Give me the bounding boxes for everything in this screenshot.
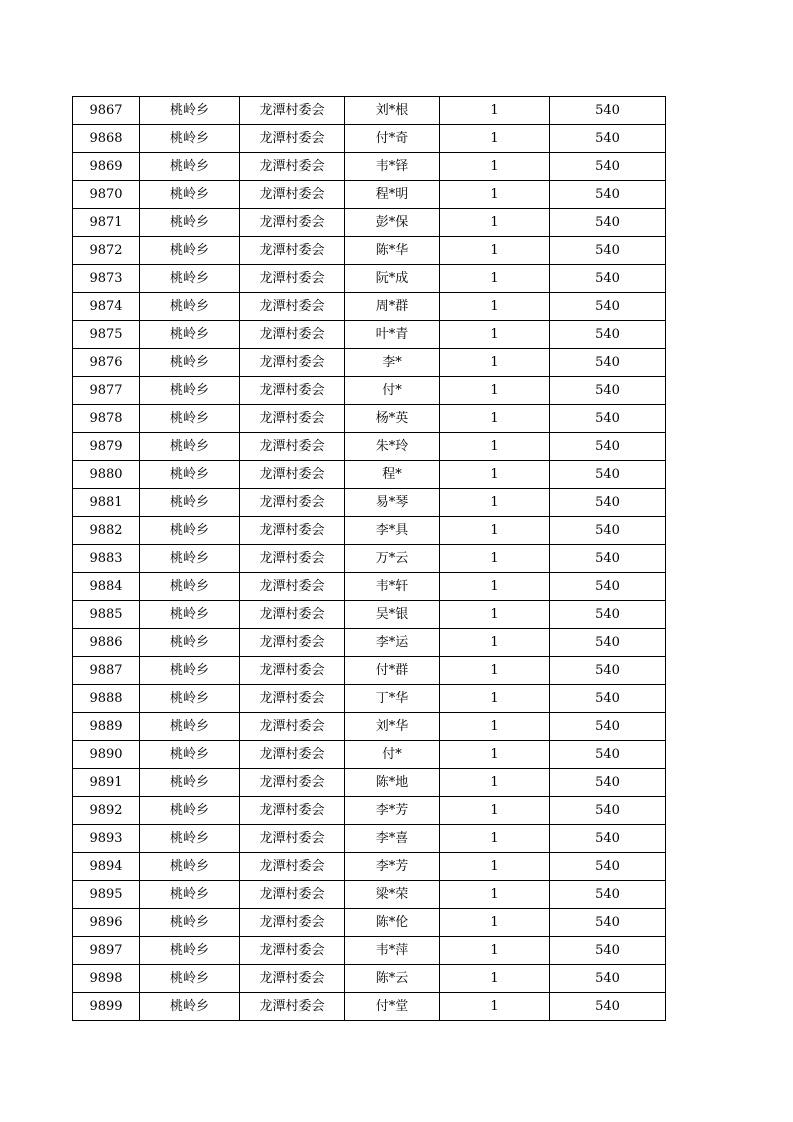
count-cell: 1	[440, 97, 550, 125]
table-row	[73, 181, 666, 209]
seq-cell: 9890	[73, 741, 140, 769]
village-cell: 龙潭村委会	[240, 125, 345, 153]
seq-cell: 9872	[73, 237, 140, 265]
village-cell: 龙潭村委会	[240, 713, 345, 741]
count-cell: 1	[440, 181, 550, 209]
name-cell: 易*琴	[345, 489, 440, 517]
village-cell: 龙潭村委会	[240, 741, 345, 769]
table-row	[73, 209, 666, 237]
amount-cell: 540	[550, 293, 666, 321]
amount-cell: 540	[550, 97, 666, 125]
table-row	[73, 685, 666, 713]
seq-cell: 9892	[73, 797, 140, 825]
name-cell: 杨*英	[345, 405, 440, 433]
name-cell: 李*运	[345, 629, 440, 657]
amount-cell: 540	[550, 265, 666, 293]
name-cell: 刘*华	[345, 713, 440, 741]
name-cell: 梁*荣	[345, 881, 440, 909]
town-cell: 桃岭乡	[140, 937, 240, 965]
count-cell: 1	[440, 769, 550, 797]
seq-cell: 9883	[73, 545, 140, 573]
seq-cell: 9868	[73, 125, 140, 153]
count-cell: 1	[440, 685, 550, 713]
name-cell: 刘*根	[345, 97, 440, 125]
village-cell: 龙潭村委会	[240, 265, 345, 293]
town-cell: 桃岭乡	[140, 293, 240, 321]
name-cell: 韦*萍	[345, 937, 440, 965]
name-cell: 李*芳	[345, 797, 440, 825]
town-cell: 桃岭乡	[140, 153, 240, 181]
name-cell: 韦*铎	[345, 153, 440, 181]
name-cell: 付*	[345, 741, 440, 769]
count-cell: 1	[440, 237, 550, 265]
table-row	[73, 125, 666, 153]
amount-cell: 540	[550, 741, 666, 769]
town-cell: 桃岭乡	[140, 713, 240, 741]
seq-cell: 9879	[73, 433, 140, 461]
amount-cell: 540	[550, 825, 666, 853]
town-cell: 桃岭乡	[140, 741, 240, 769]
village-cell: 龙潭村委会	[240, 377, 345, 405]
table-row	[73, 769, 666, 797]
seq-cell: 9891	[73, 769, 140, 797]
count-cell: 1	[440, 545, 550, 573]
seq-cell: 9875	[73, 321, 140, 349]
village-cell: 龙潭村委会	[240, 825, 345, 853]
table-row	[73, 545, 666, 573]
amount-cell: 540	[550, 629, 666, 657]
town-cell: 桃岭乡	[140, 517, 240, 545]
name-cell: 陈*地	[345, 769, 440, 797]
count-cell: 1	[440, 321, 550, 349]
table-row	[73, 881, 666, 909]
name-cell: 陈*伦	[345, 909, 440, 937]
village-cell: 龙潭村委会	[240, 209, 345, 237]
village-cell: 龙潭村委会	[240, 853, 345, 881]
name-cell: 丁*华	[345, 685, 440, 713]
village-cell: 龙潭村委会	[240, 965, 345, 993]
table-row	[73, 265, 666, 293]
count-cell: 1	[440, 461, 550, 489]
table-row	[73, 237, 666, 265]
village-cell: 龙潭村委会	[240, 97, 345, 125]
amount-cell: 540	[550, 685, 666, 713]
village-cell: 龙潭村委会	[240, 321, 345, 349]
amount-cell: 540	[550, 321, 666, 349]
village-cell: 龙潭村委会	[240, 153, 345, 181]
village-cell: 龙潭村委会	[240, 657, 345, 685]
seq-cell: 9897	[73, 937, 140, 965]
seq-cell: 9881	[73, 489, 140, 517]
seq-cell: 9893	[73, 825, 140, 853]
seq-cell: 9888	[73, 685, 140, 713]
count-cell: 1	[440, 909, 550, 937]
count-cell: 1	[440, 965, 550, 993]
table-row	[73, 349, 666, 377]
amount-cell: 540	[550, 909, 666, 937]
name-cell: 付*	[345, 377, 440, 405]
count-cell: 1	[440, 377, 550, 405]
name-cell: 李*芳	[345, 853, 440, 881]
count-cell: 1	[440, 825, 550, 853]
town-cell: 桃岭乡	[140, 265, 240, 293]
count-cell: 1	[440, 265, 550, 293]
count-cell: 1	[440, 937, 550, 965]
town-cell: 桃岭乡	[140, 237, 240, 265]
name-cell: 叶*青	[345, 321, 440, 349]
village-cell: 龙潭村委会	[240, 517, 345, 545]
seq-cell: 9889	[73, 713, 140, 741]
name-cell: 阮*成	[345, 265, 440, 293]
amount-cell: 540	[550, 657, 666, 685]
amount-cell: 540	[550, 937, 666, 965]
town-cell: 桃岭乡	[140, 97, 240, 125]
town-cell: 桃岭乡	[140, 545, 240, 573]
town-cell: 桃岭乡	[140, 125, 240, 153]
amount-cell: 540	[550, 545, 666, 573]
town-cell: 桃岭乡	[140, 349, 240, 377]
name-cell: 付*堂	[345, 993, 440, 1021]
count-cell: 1	[440, 125, 550, 153]
seq-cell: 9882	[73, 517, 140, 545]
town-cell: 桃岭乡	[140, 377, 240, 405]
count-cell: 1	[440, 629, 550, 657]
name-cell: 李*具	[345, 517, 440, 545]
count-cell: 1	[440, 517, 550, 545]
town-cell: 桃岭乡	[140, 601, 240, 629]
amount-cell: 540	[550, 349, 666, 377]
name-cell: 陈*华	[345, 237, 440, 265]
seq-cell: 9898	[73, 965, 140, 993]
name-cell: 周*群	[345, 293, 440, 321]
count-cell: 1	[440, 853, 550, 881]
table-row	[73, 713, 666, 741]
seq-cell: 9867	[73, 97, 140, 125]
amount-cell: 540	[550, 713, 666, 741]
town-cell: 桃岭乡	[140, 657, 240, 685]
table-row	[73, 321, 666, 349]
amount-cell: 540	[550, 573, 666, 601]
amount-cell: 540	[550, 489, 666, 517]
amount-cell: 540	[550, 461, 666, 489]
seq-cell: 9877	[73, 377, 140, 405]
count-cell: 1	[440, 741, 550, 769]
name-cell: 彭*保	[345, 209, 440, 237]
amount-cell: 540	[550, 377, 666, 405]
town-cell: 桃岭乡	[140, 965, 240, 993]
seq-cell: 9880	[73, 461, 140, 489]
village-cell: 龙潭村委会	[240, 433, 345, 461]
name-cell: 陈*云	[345, 965, 440, 993]
village-cell: 龙潭村委会	[240, 573, 345, 601]
amount-cell: 540	[550, 181, 666, 209]
table-row	[73, 993, 666, 1021]
seq-cell: 9869	[73, 153, 140, 181]
town-cell: 桃岭乡	[140, 433, 240, 461]
table-row	[73, 377, 666, 405]
seq-cell: 9896	[73, 909, 140, 937]
village-cell: 龙潭村委会	[240, 797, 345, 825]
town-cell: 桃岭乡	[140, 573, 240, 601]
seq-cell: 9887	[73, 657, 140, 685]
table-row	[73, 657, 666, 685]
count-cell: 1	[440, 601, 550, 629]
table-row	[73, 573, 666, 601]
table-row	[73, 629, 666, 657]
table-row	[73, 293, 666, 321]
seq-cell: 9895	[73, 881, 140, 909]
town-cell: 桃岭乡	[140, 685, 240, 713]
table-row	[73, 741, 666, 769]
name-cell: 程*	[345, 461, 440, 489]
name-cell: 李*	[345, 349, 440, 377]
name-cell: 付*群	[345, 657, 440, 685]
count-cell: 1	[440, 405, 550, 433]
amount-cell: 540	[550, 125, 666, 153]
seq-cell: 9871	[73, 209, 140, 237]
count-cell: 1	[440, 573, 550, 601]
table-body	[73, 97, 666, 1021]
name-cell: 万*云	[345, 545, 440, 573]
table-row	[73, 433, 666, 461]
count-cell: 1	[440, 433, 550, 461]
name-cell: 付*奇	[345, 125, 440, 153]
table-row	[73, 825, 666, 853]
village-cell: 龙潭村委会	[240, 909, 345, 937]
amount-cell: 540	[550, 853, 666, 881]
seq-cell: 9886	[73, 629, 140, 657]
table-row	[73, 97, 666, 125]
count-cell: 1	[440, 209, 550, 237]
town-cell: 桃岭乡	[140, 209, 240, 237]
amount-cell: 540	[550, 517, 666, 545]
name-cell: 朱*玲	[345, 433, 440, 461]
seq-cell: 9878	[73, 405, 140, 433]
beneficiary-table	[72, 96, 666, 1021]
name-cell: 韦*轩	[345, 573, 440, 601]
count-cell: 1	[440, 489, 550, 517]
amount-cell: 540	[550, 769, 666, 797]
table-row	[73, 517, 666, 545]
village-cell: 龙潭村委会	[240, 993, 345, 1021]
seq-cell: 9894	[73, 853, 140, 881]
town-cell: 桃岭乡	[140, 461, 240, 489]
village-cell: 龙潭村委会	[240, 461, 345, 489]
town-cell: 桃岭乡	[140, 909, 240, 937]
seq-cell: 9873	[73, 265, 140, 293]
seq-cell: 9885	[73, 601, 140, 629]
table-row	[73, 853, 666, 881]
village-cell: 龙潭村委会	[240, 937, 345, 965]
town-cell: 桃岭乡	[140, 825, 240, 853]
amount-cell: 540	[550, 993, 666, 1021]
count-cell: 1	[440, 797, 550, 825]
village-cell: 龙潭村委会	[240, 349, 345, 377]
amount-cell: 540	[550, 601, 666, 629]
village-cell: 龙潭村委会	[240, 629, 345, 657]
village-cell: 龙潭村委会	[240, 489, 345, 517]
count-cell: 1	[440, 349, 550, 377]
count-cell: 1	[440, 293, 550, 321]
table-row	[73, 153, 666, 181]
village-cell: 龙潭村委会	[240, 601, 345, 629]
table-row	[73, 489, 666, 517]
name-cell: 李*喜	[345, 825, 440, 853]
town-cell: 桃岭乡	[140, 853, 240, 881]
village-cell: 龙潭村委会	[240, 405, 345, 433]
village-cell: 龙潭村委会	[240, 181, 345, 209]
table-row	[73, 601, 666, 629]
village-cell: 龙潭村委会	[240, 293, 345, 321]
town-cell: 桃岭乡	[140, 489, 240, 517]
amount-cell: 540	[550, 797, 666, 825]
count-cell: 1	[440, 657, 550, 685]
village-cell: 龙潭村委会	[240, 685, 345, 713]
table-row	[73, 797, 666, 825]
amount-cell: 540	[550, 405, 666, 433]
count-cell: 1	[440, 713, 550, 741]
seq-cell: 9874	[73, 293, 140, 321]
village-cell: 龙潭村委会	[240, 237, 345, 265]
town-cell: 桃岭乡	[140, 181, 240, 209]
town-cell: 桃岭乡	[140, 629, 240, 657]
town-cell: 桃岭乡	[140, 321, 240, 349]
seq-cell: 9899	[73, 993, 140, 1021]
count-cell: 1	[440, 993, 550, 1021]
amount-cell: 540	[550, 881, 666, 909]
name-cell: 程*明	[345, 181, 440, 209]
amount-cell: 540	[550, 433, 666, 461]
count-cell: 1	[440, 153, 550, 181]
seq-cell: 9884	[73, 573, 140, 601]
town-cell: 桃岭乡	[140, 769, 240, 797]
count-cell: 1	[440, 881, 550, 909]
town-cell: 桃岭乡	[140, 993, 240, 1021]
table-row	[73, 405, 666, 433]
table-row	[73, 937, 666, 965]
amount-cell: 540	[550, 237, 666, 265]
town-cell: 桃岭乡	[140, 405, 240, 433]
amount-cell: 540	[550, 209, 666, 237]
amount-cell: 540	[550, 965, 666, 993]
table-row	[73, 461, 666, 489]
amount-cell: 540	[550, 153, 666, 181]
town-cell: 桃岭乡	[140, 881, 240, 909]
seq-cell: 9876	[73, 349, 140, 377]
table-row	[73, 965, 666, 993]
village-cell: 龙潭村委会	[240, 545, 345, 573]
village-cell: 龙潭村委会	[240, 769, 345, 797]
name-cell: 吴*银	[345, 601, 440, 629]
table-row	[73, 909, 666, 937]
village-cell: 龙潭村委会	[240, 881, 345, 909]
town-cell: 桃岭乡	[140, 797, 240, 825]
seq-cell: 9870	[73, 181, 140, 209]
